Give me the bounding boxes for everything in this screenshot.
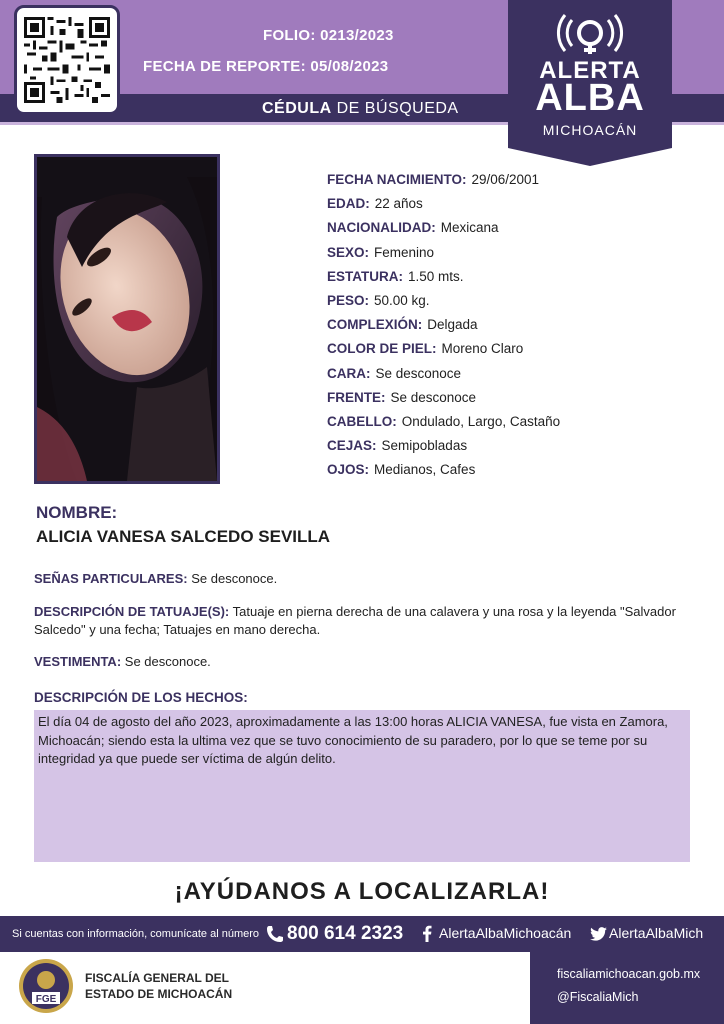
field-value: Femenino xyxy=(374,244,435,260)
field-row xyxy=(327,269,560,293)
contact-phone[interactable]: 800 614 2323 xyxy=(287,923,404,944)
clothing xyxy=(34,653,699,671)
call-to-action: ¡AYÚDANOS A LOCALIZARLA! xyxy=(174,878,550,905)
agency-name xyxy=(85,970,232,1002)
field-label: COMPLEXIÓN: xyxy=(327,317,423,333)
field-row xyxy=(327,341,560,365)
qr-code xyxy=(14,5,120,115)
field-row xyxy=(327,196,560,220)
field-row xyxy=(327,366,560,390)
badge-alba: ALBA xyxy=(535,77,645,119)
events-description: El día 04 de agosto del año 2023, aproximadamente a las 13:00 horas ALICIA VANESA, fue vista en Zamora, Michoacán; siendo esta la ultima vez que se tuvo conocimiento de su paradero, por lo que se teme por su integridad ya que puede ser víctima de algún delito. xyxy=(34,710,690,862)
field-label: CARA: xyxy=(327,365,371,381)
document-title xyxy=(262,100,459,118)
field-value: Delgada xyxy=(427,317,478,333)
field-row xyxy=(327,414,560,438)
field-row xyxy=(327,390,560,414)
agency-name-line2: ESTADO DE MICHOACÁN xyxy=(85,987,233,1001)
field-label: CEJAS: xyxy=(327,438,377,454)
footer-links-panel xyxy=(530,952,724,1024)
tattoo-value: Tatuaje en pierna derecha de una calavera y una rosa y la leyenda "Salvador Salcedo" y una fecha; Tatuajes en mano derecha. xyxy=(34,604,676,637)
field-value: Ondulado, Largo, Castaño xyxy=(401,413,561,429)
missing-person-photo xyxy=(34,154,220,484)
contact-bar xyxy=(0,916,724,952)
field-value: Medianos, Cafes xyxy=(374,462,476,478)
twitter-icon xyxy=(590,927,607,941)
facebook-icon xyxy=(422,925,432,942)
fge-seal-logo xyxy=(18,958,74,1014)
tattoo-label: DESCRIPCIÓN DE TATUAJE(S): xyxy=(34,604,230,619)
field-label: OJOS: xyxy=(327,462,370,478)
field-row xyxy=(327,172,560,196)
document-title-rest: DE BÚSQUEDA xyxy=(331,100,459,117)
social-handle[interactable]: @FiscaliaMich xyxy=(557,990,639,1004)
particular-marks-label: SEÑAS PARTICULARES: xyxy=(34,571,188,586)
website-link[interactable]: fiscaliamichoacan.gob.mx xyxy=(557,967,701,981)
seal-acronym: FGE xyxy=(35,994,57,1005)
clothing-value: Se desconoce. xyxy=(124,654,211,669)
field-label: COLOR DE PIEL: xyxy=(327,341,437,357)
field-label: FRENTE: xyxy=(327,389,386,405)
field-value: Semipobladas xyxy=(381,438,468,454)
field-label: EDAD: xyxy=(327,196,370,212)
field-label: SEXO: xyxy=(327,244,370,260)
field-value: 50.00 kg. xyxy=(374,292,430,308)
agency-name-line1: FISCALÍA GENERAL DEL xyxy=(85,971,230,985)
field-label: ESTATURA: xyxy=(327,268,403,284)
badge-alerta: ALERTA xyxy=(539,57,641,84)
field-row xyxy=(327,220,560,244)
field-value: Se desconoce xyxy=(375,365,462,381)
report-date: FECHA DE REPORTE: 05/08/2023 xyxy=(143,58,389,75)
field-value: 29/06/2001 xyxy=(471,172,540,187)
field-label: PESO: xyxy=(327,292,370,308)
phone-icon xyxy=(265,924,285,944)
particular-marks-value: Se desconoce. xyxy=(191,571,278,586)
tattoo-description xyxy=(34,603,699,639)
field-row xyxy=(327,462,560,486)
contact-facebook[interactable]: AlertaAlbaMichoacán xyxy=(439,925,572,941)
field-value: 22 años xyxy=(374,196,423,212)
field-row xyxy=(327,438,560,462)
field-label: NACIONALIDAD: xyxy=(327,220,436,236)
qr-code-icon xyxy=(24,16,110,104)
name-label: NOMBRE: xyxy=(36,503,118,522)
document-title-bold: CÉDULA xyxy=(262,100,332,117)
field-value: 1.50 mts. xyxy=(408,268,464,284)
field-value: Mexicana xyxy=(440,220,499,236)
name-value: ALICIA VANESA SALCEDO SEVILLA xyxy=(36,527,331,546)
contact-twitter[interactable]: AlertaAlbaMich xyxy=(609,925,704,941)
clothing-label: VESTIMENTA: xyxy=(34,654,122,669)
field-row xyxy=(327,293,560,317)
physical-description-list xyxy=(327,172,560,486)
events-label: DESCRIPCIÓN DE LOS HECHOS: xyxy=(34,690,248,705)
field-value: Se desconoce xyxy=(390,389,477,405)
particular-marks xyxy=(34,570,699,588)
field-label: FECHA NACIMIENTO: xyxy=(327,172,467,187)
field-value: Moreno Claro xyxy=(441,341,524,357)
field-row xyxy=(327,245,560,269)
field-label: CABELLO: xyxy=(327,413,397,429)
badge-region: MICHOACÁN xyxy=(542,122,638,138)
folio-number: FOLIO: 0213/2023 xyxy=(263,27,394,44)
field-row xyxy=(327,317,560,341)
contact-text: Si cuentas con información, comunícate al número xyxy=(12,928,260,940)
